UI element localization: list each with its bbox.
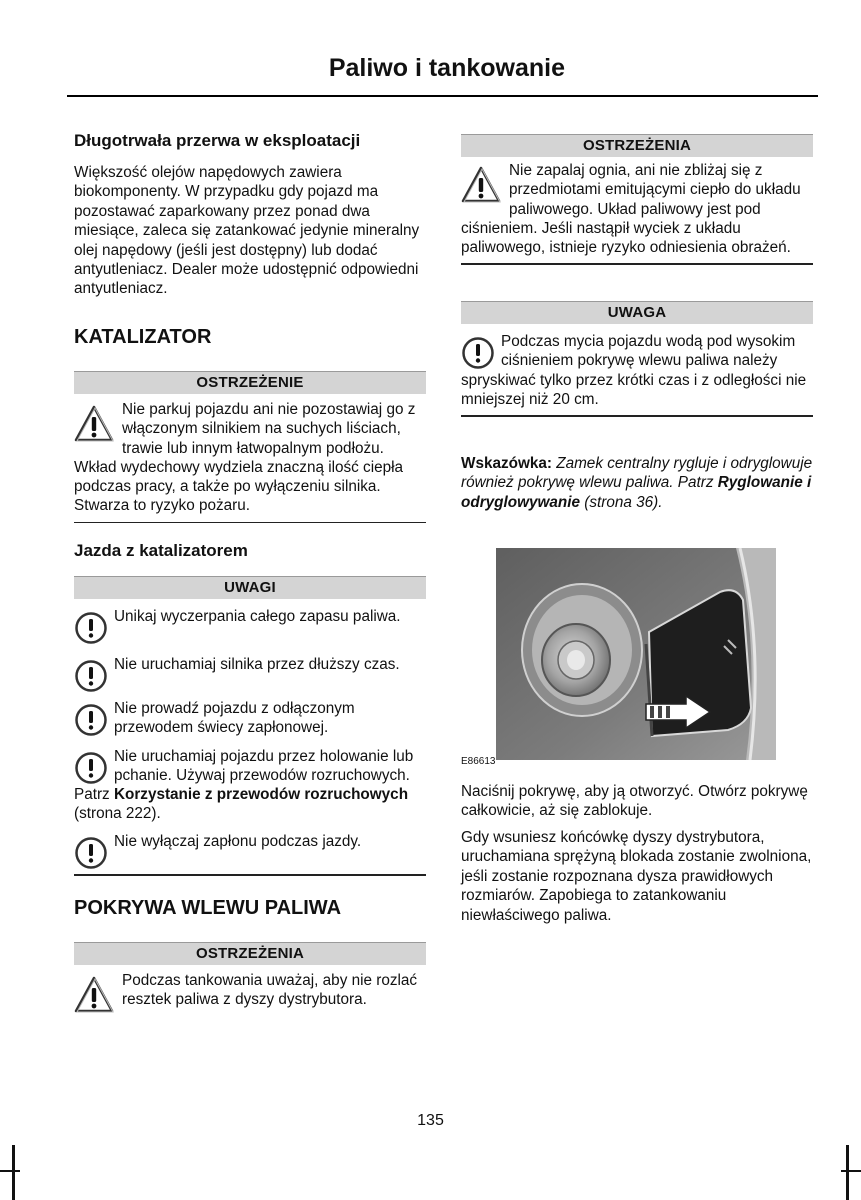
right-caution-section — [461, 301, 813, 417]
exclamation-circle-icon — [74, 659, 108, 693]
caution-title-bar: UWAGA — [461, 301, 813, 324]
notes-title-bar: UWAGI — [74, 576, 426, 599]
section-heading: Długotrwała przerwa w eksploatacji — [74, 131, 361, 150]
figure-code: E86613 — [461, 756, 496, 767]
warning-title-bar: OSTRZEŻENIA — [461, 134, 813, 157]
section-heading: Jazda z katalizatorem — [74, 541, 248, 560]
exclamation-circle-icon — [74, 703, 108, 737]
warning-triangle-icon — [74, 404, 114, 444]
note-item: Nie prowadź pojazdu z odłączonym przewodem świecy zapłonowej. — [74, 699, 426, 738]
exclamation-circle-icon — [74, 751, 108, 785]
warning-triangle-icon — [74, 975, 114, 1015]
divider — [74, 874, 426, 876]
catalyst-section — [74, 326, 426, 523]
divider — [461, 263, 813, 265]
warning-text: Nie parkuj pojazdu ani nie pozostawiaj go z włączonym silnikiem na suchych liściach, trawie lub innym łatwopalnym podłożu. Wkład wydechowy wydziela znaczną ilość ciepła podczas pracy, a także po wyłączeniu silnika. Stwarza to ryzyko pożaru. — [74, 401, 416, 515]
note-item: Nie wyłączaj zapłonu podczas jazdy. — [74, 832, 426, 872]
crop-mark — [0, 1170, 20, 1172]
long-break-section — [74, 131, 426, 299]
section-heading: KATALIZATOR — [74, 326, 212, 348]
paragraph: Gdy wsuniesz końcówkę dyszy dystrybutora, uruchamiana sprężyną blokada zostanie zwolniona, jeśli zostanie rozpoznana dysza prawidłowych rozmiarów. Zapobiega to zatankowaniu niewłaściwego paliwa. — [461, 829, 812, 924]
warning-triangle-icon — [461, 165, 501, 205]
cross-reference-link[interactable]: Korzystanie z przewodów rozruchowych — [113, 786, 409, 804]
crop-mark — [846, 1145, 849, 1200]
page-title: Paliwo i tankowanie — [328, 54, 565, 82]
warning-text: Podczas tankowania uważaj, aby nie rozlać resztek paliwa z dyszy dystrybutora. — [74, 971, 426, 1010]
paragraph: Naciśnij pokrywę, aby ją otworzyć. Otwórz pokrywę całkowicie, aż się zablokuje. — [461, 783, 808, 820]
warning-title-bar: OSTRZEŻENIE — [74, 371, 426, 394]
divider — [74, 522, 426, 524]
caution-text: Podczas mycia pojazdu wodą pod wysokim ciśnieniem pokrywę wlewu paliwa należy spryskiwać tylko przez krótki czas i z odległości nie mniejszej niż 20 cm. — [461, 333, 807, 408]
driving-section — [74, 541, 426, 872]
cross-reference-link[interactable]: Ryglowanie i odryglowywanie — [461, 474, 812, 511]
note-item: Nie uruchamiaj silnika przez dłuższy czas. — [74, 655, 426, 697]
fuel-flap-illustration — [496, 548, 776, 760]
note-item: Unikaj wyczerpania całego zapasu paliwa. — [74, 607, 426, 649]
note-item: Nie uruchamiaj pojazdu przez holowanie lub pchanie. Używaj przewodów rozruchowych. Patrz Korzystanie z przewodów rozruchowych (strona 222). — [74, 747, 414, 823]
page-number: 135 — [417, 1112, 444, 1129]
hint-label: Wskazówka: — [461, 455, 552, 472]
warning-text: Nie zapalaj ognia, ani nie zbliżaj się z przedmiotami emitującymi ciepło do układu paliwowego. Układ paliwowy jest pod ciśnieniem. Jeśli nastąpił wyciek z układu paliwowego, istnieje ryzyko odniesienia obrażeń. — [461, 162, 801, 257]
fuel-flap-section — [74, 897, 426, 1015]
exclamation-circle-icon — [74, 611, 108, 645]
header-rule — [67, 95, 818, 97]
warning-title-bar: OSTRZEŻENIA — [74, 942, 426, 965]
exclamation-circle-icon — [461, 336, 495, 370]
section-heading: POKRYWA WLEWU PALIWA — [74, 897, 342, 919]
paragraph: Większość olejów napędowych zawiera biokomponenty. W przypadku gdy pojazd ma pozostawać zaparkowany przez ponad dwa miesiące, zaleca się zatankować jedynie mineralny olej napędowy (jeśli jest dostępny) lub dodać antyutleniacz. Dealer może udostępnić odpowiedni antyutleniacz. — [74, 164, 420, 298]
right-warning-section — [461, 134, 813, 265]
divider — [461, 415, 813, 417]
hint-paragraph: Wskazówka: Zamek centralny rygluje i odryglowuje również pokrywę wlewu paliwa. Patrz Ryglowanie i odryglowywanie (strona 36). — [461, 455, 813, 511]
exclamation-circle-icon — [74, 836, 108, 870]
crop-mark — [12, 1145, 15, 1200]
crop-mark — [841, 1170, 861, 1172]
